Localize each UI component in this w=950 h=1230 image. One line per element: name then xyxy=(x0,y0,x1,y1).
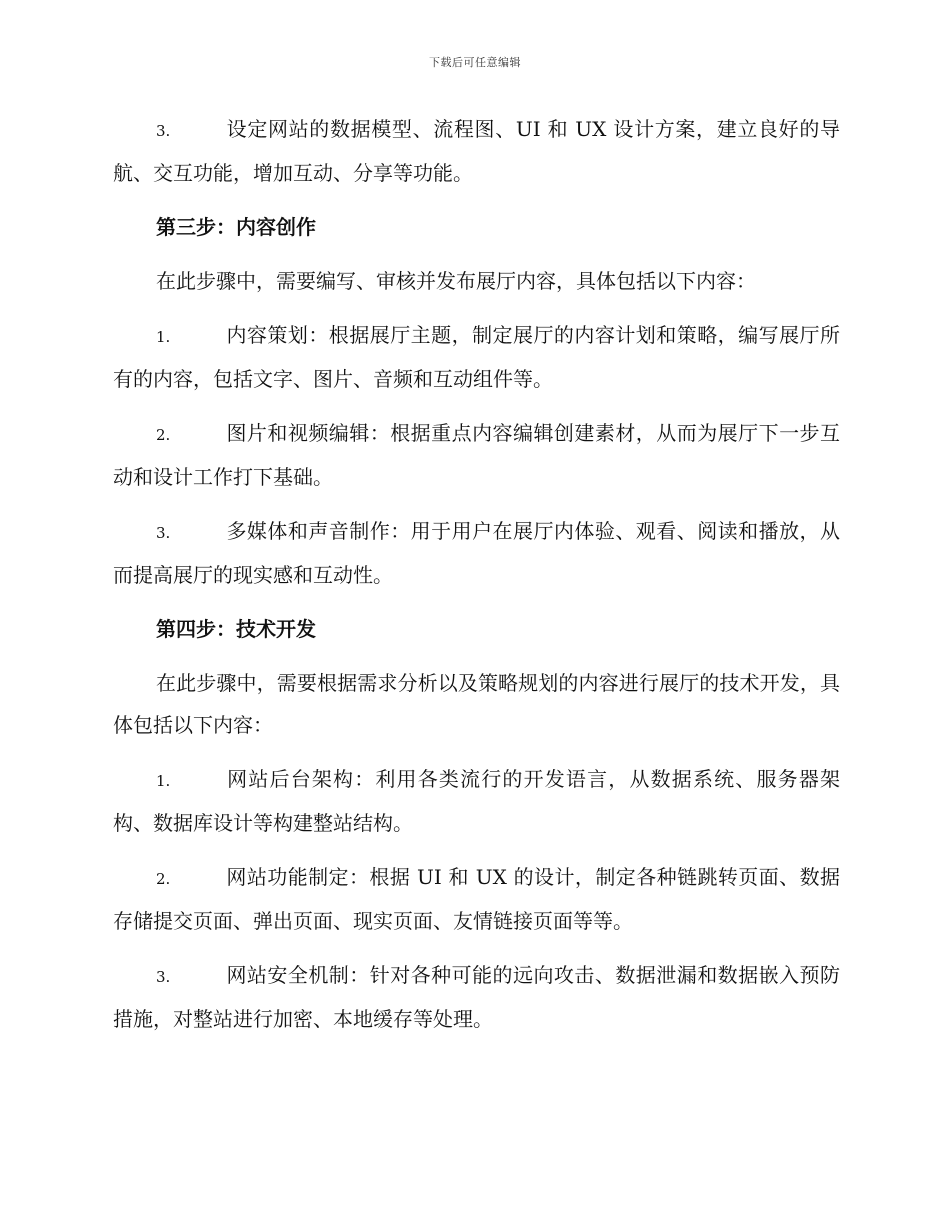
page-header: 下载后可任意编辑 xyxy=(429,56,521,69)
list-number: 3. xyxy=(156,968,171,986)
list-number: 3. xyxy=(156,524,171,542)
document-body xyxy=(113,108,840,1052)
list-number: 2. xyxy=(156,426,171,444)
list-text: 设定网站的数据模型、流程图、UI 和 UX 设计方案，建立良好的导航、交互功能，增加互动、分享等功能。 xyxy=(113,117,840,185)
list-number: 2. xyxy=(156,870,171,888)
list-item xyxy=(113,412,840,498)
paragraph: 在此步骤中，需要根据需求分析以及策略规划的内容进行展厅的技术开发，具体包括以下内容： xyxy=(113,671,840,737)
list-number: 1. xyxy=(156,772,171,790)
list-item xyxy=(113,856,840,942)
list-text: 网站安全机制：针对各种可能的远向攻击、数据泄漏和数据嵌入预防措施，对整站进行加密、本地缓存等处理。 xyxy=(113,963,840,1031)
list-text: 多媒体和声音制作：用于用户在展厅内体验、观看、阅读和播放，从而提高展厅的现实感和互动性。 xyxy=(113,519,840,587)
section-heading: 第三步：内容创作 xyxy=(156,215,316,239)
list-text: 图片和视频编辑：根据重点内容编辑创建素材，从而为展厅下一步互动和设计工作打下基础。 xyxy=(113,421,840,489)
list-text: 网站后台架构：利用各类流行的开发语言，从数据系统、服务器架构、数据库设计等构建整站结构。 xyxy=(113,767,840,835)
list-text: 网站功能制定：根据 UI 和 UX 的设计，制定各种链跳转页面、数据存储提交页面、弹出页面、现实页面、友情链接页面等等。 xyxy=(113,865,840,933)
section-heading: 第四步：技术开发 xyxy=(156,617,316,641)
list-text: 内容策划：根据展厅主题，制定展厅的内容计划和策略，编写展厅所有的内容，包括文字、图片、音频和互动组件等。 xyxy=(113,323,840,391)
list-number: 3. xyxy=(156,122,171,140)
list-item xyxy=(113,108,840,194)
paragraph: 在此步骤中，需要编写、审核并发布展厅内容，具体包括以下内容： xyxy=(156,269,756,293)
list-item xyxy=(113,758,840,844)
list-number: 1. xyxy=(156,328,171,346)
list-item xyxy=(113,314,840,400)
list-item xyxy=(113,954,840,1040)
list-item xyxy=(113,510,840,596)
